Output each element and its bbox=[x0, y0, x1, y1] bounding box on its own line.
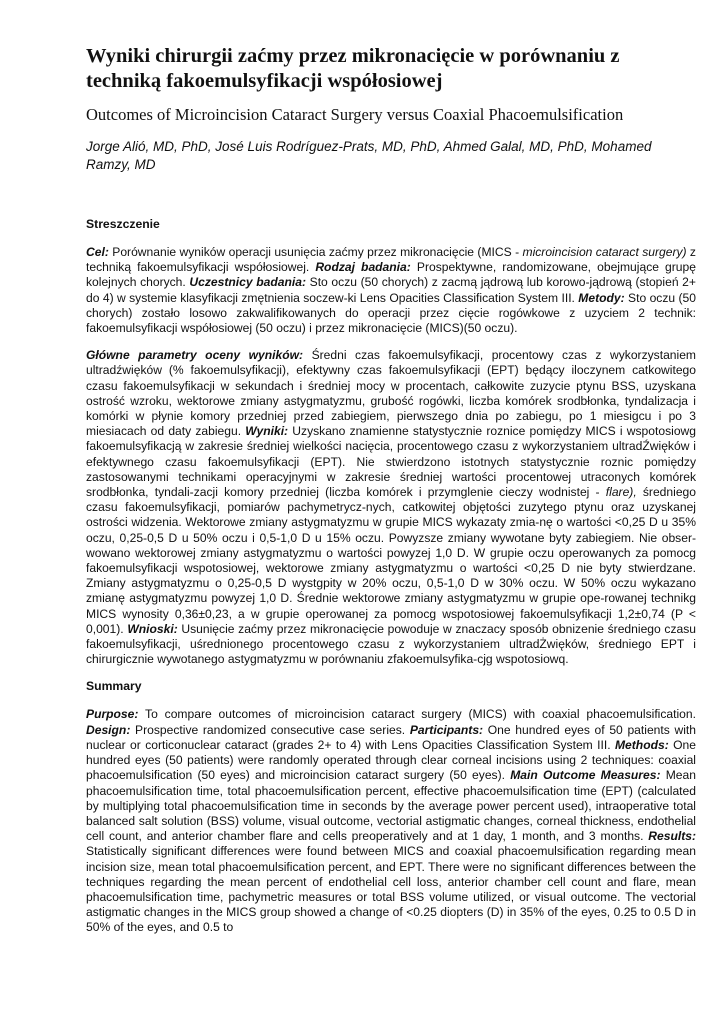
label-purpose: Purpose: bbox=[86, 707, 139, 722]
title-english: Outcomes of Microincision Cataract Surgery versus Coaxial Phacoemulsification bbox=[86, 105, 624, 124]
text-segment: Prospektywne, randomizowane, obejmujące grupę kolejnych chorych. bbox=[86, 260, 696, 290]
label-design: Design: bbox=[86, 722, 131, 737]
label-glowne-parametry: Główne parametry oceny wyników: bbox=[86, 348, 304, 363]
abstract-pl-paragraph-1 bbox=[86, 245, 696, 336]
label-main-outcome-measures: Main Outcome Measures: bbox=[510, 768, 661, 783]
label-wyniki: Wyniki: bbox=[245, 424, 289, 439]
label-metody: Metody: bbox=[578, 290, 625, 305]
text-segment: Usunięcie zaćmy przez mikronacięcie powoduje w znaczacy sposób obnizenie średniego czasu fakoemulsyfikacji, uśrednionego procentowego czasu z wykorzystaniem ultradŻwięków, średniego EPT i chirurgicznie wywotanego astygmatyzmu w porównaniu zfakoemulsyfika-cjg wspotosiowq. bbox=[86, 621, 697, 667]
heading-summary: Summary bbox=[86, 679, 142, 694]
article-page bbox=[86, 44, 696, 936]
abstract-en-paragraph-1 bbox=[86, 707, 696, 935]
heading-streszczenie: Streszczenie bbox=[86, 217, 160, 231]
label-methods: Methods: bbox=[614, 737, 669, 752]
text-segment: Porównanie wyników operacji usunięcia zaćmy przez mikronacięcie (MICS - bbox=[108, 245, 523, 259]
text-segment: Prospective randomized consecutive case series. bbox=[130, 722, 410, 737]
label-results: Results: bbox=[648, 829, 696, 844]
text-segment: Sto oczu (50 chorych) zostało losowo zakwalifikowanych do operacji przez cięcie rogówkowe z uzyciem 2 technik: fakoemulsyfikacji współosiowej (50 oczu) i przez mikronacięcie (MICS)(50 oczu). bbox=[86, 290, 696, 336]
label-rodzaj-badania: Rodzaj badania: bbox=[315, 260, 411, 275]
text-segment: To compare outcomes of microincision cataract surgery (MICS) with coaxial phacoemulsification. bbox=[138, 707, 696, 722]
italic-segment: microincision cataract surgery) bbox=[522, 245, 687, 259]
text-segment: One hundred eyes of 50 patients with nuclear or corticonuclear cataract (grades 2+ to 4) with Lens Opacities Classification System III. bbox=[86, 722, 696, 752]
abstract-pl-paragraph-2 bbox=[86, 348, 696, 667]
authors: Jorge Alió, MD, PhD, José Luis Rodríguez-Prats, MD, PhD, Ahmed Galal, MD, PhD, Mohamed Ramzy, MD bbox=[86, 139, 652, 172]
label-cel: Cel: bbox=[86, 245, 109, 259]
text-segment: Sto oczu (50 chorych) z zacmą jądrową lub korowo-jądrową (stopień 2+ do 4) w systemie klasyfikacji zmętnienia soczew-ki Lens Opacities Classification System III. bbox=[86, 275, 696, 305]
italic-segment: flare), bbox=[605, 485, 637, 500]
label-participants: Participants: bbox=[409, 722, 484, 737]
text-segment: średniego czasu fakoemulsyfikacji, pomiarów pachymetrycz-nych, catkowitej objętości zuzytego ptynu oraz uzyskanej ostrości widzenia. Wektorowe zmiany astygmatyzmu w grupie MICS wykazaty zmia-nę o wartości <0,25 D u 35% oczu, 0,25-0,5 D u 50% oczu i 0,5-1,0 D u 15% oczu. Powyzsze zmiany wywotane byty zabiegiem. Nie obser-wowano wektorowej zmiany astygmatyzmu o wartości powyzej 1,0 D. W grupie oczu operowanych za pomocg fakoemulsyfikacji wspotosiowej, wektorowe zmiany astygmatyzmu o wartości <0,25 D nie byty stwierdzane. Zmiany astygmatyzmu o 0,25-0,5 D wystgpity w 20% oczu, 0,5-1,0 D w 30% oczu. W 50% oczu wykazano zmianę astygmatyzmu powyzej 1,0 D. Średnie wektorowe zmiany astygmatyzmu w grupie ope-rowanej technikg MICS wynosity 0,36±0,23, a w grupie operowanej za pomocg wspotosiowej fakoemulsyfikacji 1,2±0,74 (P < 0,001). bbox=[86, 485, 696, 636]
label-wnioski: Wnioski: bbox=[127, 621, 178, 636]
text-segment: Mean phacoemulsification time, total phacoemulsification percent, effective phacoemulsification time (EPT) (calculated by multiplying total phacoemulsification time in seconds by the average power percent used), intraoperative total balanced salt solution (BSS) volume, visual outcome, vectorial astigmatic changes, corneal thickness, endothelial cell count, and anterior chamber flare and cells preoperatively and at 1 day, 1 month, and 3 months. bbox=[86, 768, 696, 844]
text-segment: One hundred eyes (50 patients) were randomly operated through clear corneal incisions using 2 techniques: coaxial phacoemulsification (50 eyes) and microincision cataract surgery (50 eyes). bbox=[86, 737, 696, 783]
title-polish: Wyniki chirurgii zaćmy przez mikronacięcie w porównaniu z techniką fakoemulsyfikacji współosiowej bbox=[86, 45, 620, 92]
text-segment: Statistically significant differences were found between MICS and coaxial phacoemulsification regarding mean incision size, mean total phacoemulsification percent, and EPT. There were no significant differences between the techniques regarding the mean percent of endothelial cell loss, anterior chamber cell count and flare, mean phacoemulsification time, pachymetric measures or total BSS volume utilized, or visual outcome. The vectorial astigmatic changes in the MICS group showed a change of <0.25 diopters (D) in 35% of the eyes, 0.25 to 0.5 D in 50% of the eyes, and 0.5 to bbox=[86, 844, 696, 935]
text-segment: Uzyskano znamienne statystycznie roznice pomiędzy MICS i wspotosiowg fakoemulsyfikacją w zakresie średniej wielkości nacięcia, procentowego czasu z wykorzystaniem ultradŹwięków i efektywnego czasu fakoemulsyfikacji (EPT). Nie stwierdzono istotnych statystycznie roznic pomiędzy zastosowanymi technikami operacyjnymi w zakresie średniej wartości procentowej utraconych komórek srodbłonka, tyndali-zacji komory przedniej (liczba komórek i przymglenie cieczy wodnistej - bbox=[86, 424, 697, 500]
text-segment: z techniką fakoemulsyfikacji współosiowej. bbox=[86, 245, 696, 275]
label-uczestnicy: Uczestnicy badania: bbox=[189, 275, 306, 290]
text-segment: Średni czas fakoemulsyfikacji, procentowy czas z wykorzystaniem ultradźwięków (% fakoemulsyfikacji), efektywny czas fakoemulsyfikacji (EPT) będący iloczynem catkowitego czasu fakoemulsyfikacji w sekundach i średniej mocy w procentach, całkowite zuzycie ptynu BSS, uzyskana ostrość wzroku, wektorowe zmiany astygmatyzmu, grubość rogówki, liczba komórek srodbłonka, tyndalizacja i komórki w płynie komory przedniej przed zabiegiem, pierwszego dnia po zabiegu, po 1 miesigcu i po 3 miesiacach od daty zabiegu. bbox=[86, 348, 697, 439]
